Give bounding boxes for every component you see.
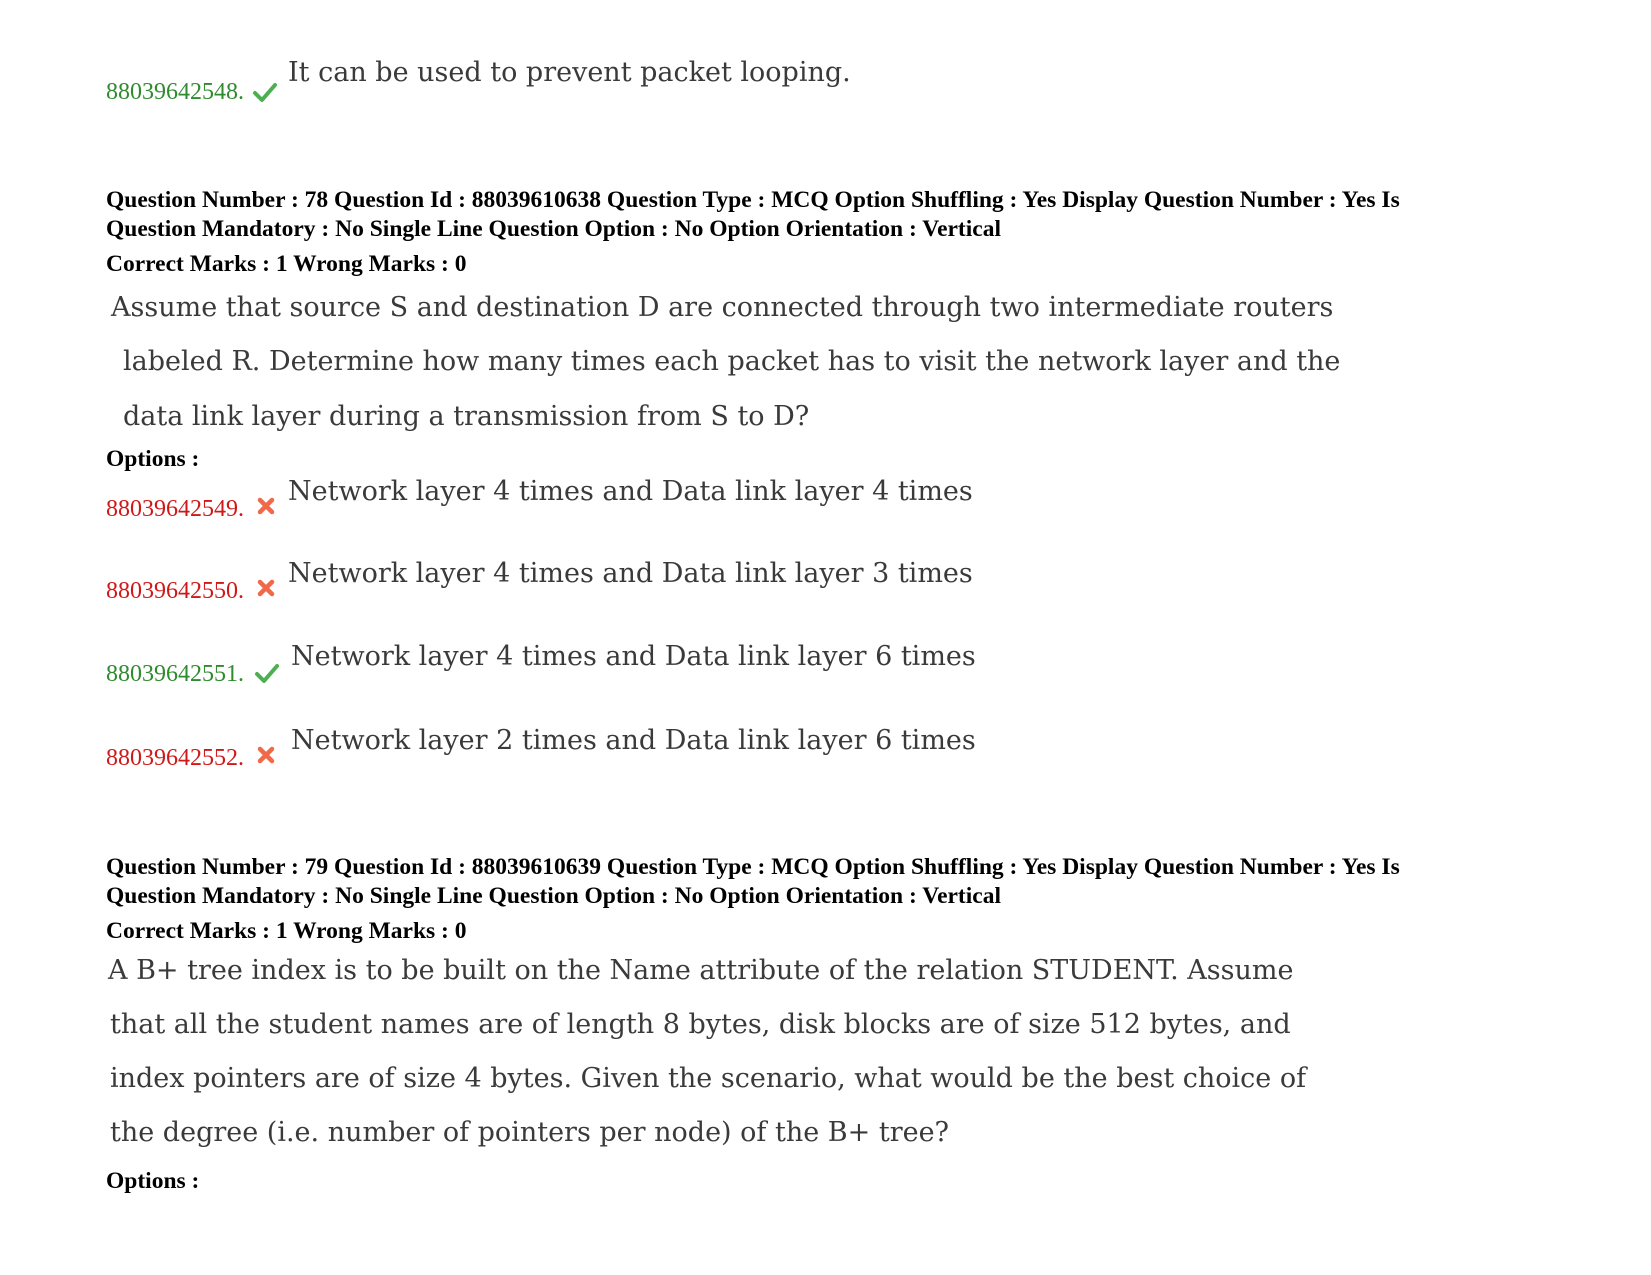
option-text: Network layer 4 times and Data link layer 3 times: [288, 558, 973, 589]
question-text-line: the degree (i.e. number of pointers per node) of the B+ tree?: [110, 1117, 950, 1148]
option-id: 88039642550.: [106, 578, 244, 604]
question-meta-line: Question Mandatory : No Single Line Question Option : No Option Orientation : Vertical: [106, 216, 1001, 242]
option-row: [106, 57, 1006, 114]
question-text-line: A B+ tree index is to be built on the Name attribute of the relation STUDENT. Assume: [108, 955, 1294, 986]
question-text-line: data link layer during a transmission from S to D?: [123, 401, 810, 432]
option-row: [106, 476, 1006, 532]
question-78-marks: Correct Marks : 1 Wrong Marks : 0: [106, 251, 467, 277]
cross-icon: [254, 577, 280, 601]
question-79-meta: [106, 853, 1546, 911]
option-row: [106, 725, 1006, 781]
cross-icon: [254, 744, 280, 768]
question-79-marks: Correct Marks : 1 Wrong Marks : 0: [106, 918, 467, 944]
option-id: 88039642549.: [106, 496, 244, 522]
option-text: Network layer 2 times and Data link layer 6 times: [291, 725, 976, 756]
question-text-line: labeled R. Determine how many times each packet has to visit the network layer and the: [123, 346, 1341, 377]
question-text-line: that all the student names are of length 8 bytes, disk blocks are of size 512 bytes, and: [110, 1009, 1291, 1040]
question-text-line: Assume that source S and destination D are connected through two intermediate routers: [111, 292, 1334, 323]
question-meta-line: Question Number : 79 Question Id : 88039610639 Question Type : MCQ Option Shuffling : Yes Display Question Number : Yes Is: [106, 854, 1400, 880]
question-78-meta: [106, 186, 1546, 244]
option-row: [106, 558, 1006, 614]
question-meta-line: Question Mandatory : No Single Line Question Option : No Option Orientation : Vertical: [106, 883, 1001, 909]
option-text: Network layer 4 times and Data link layer 6 times: [291, 641, 976, 672]
check-icon: [252, 80, 278, 104]
option-text: It can be used to prevent packet looping.: [288, 57, 851, 88]
options-label: Options :: [106, 446, 200, 472]
options-label: Options :: [106, 1168, 200, 1194]
question-meta-line: Question Number : 78 Question Id : 88039610638 Question Type : MCQ Option Shuffling : Yes Display Question Number : Yes Is: [106, 187, 1400, 213]
option-id: 88039642551.: [106, 661, 244, 687]
check-icon: [254, 661, 280, 685]
option-row: [106, 641, 1006, 697]
cross-icon: [254, 495, 280, 519]
option-text: Network layer 4 times and Data link layer 4 times: [288, 476, 973, 507]
question-text-line: index pointers are of size 4 bytes. Given the scenario, what would be the best choice of: [110, 1063, 1307, 1094]
option-id: 88039642548.: [106, 79, 244, 105]
option-id: 88039642552.: [106, 745, 244, 771]
